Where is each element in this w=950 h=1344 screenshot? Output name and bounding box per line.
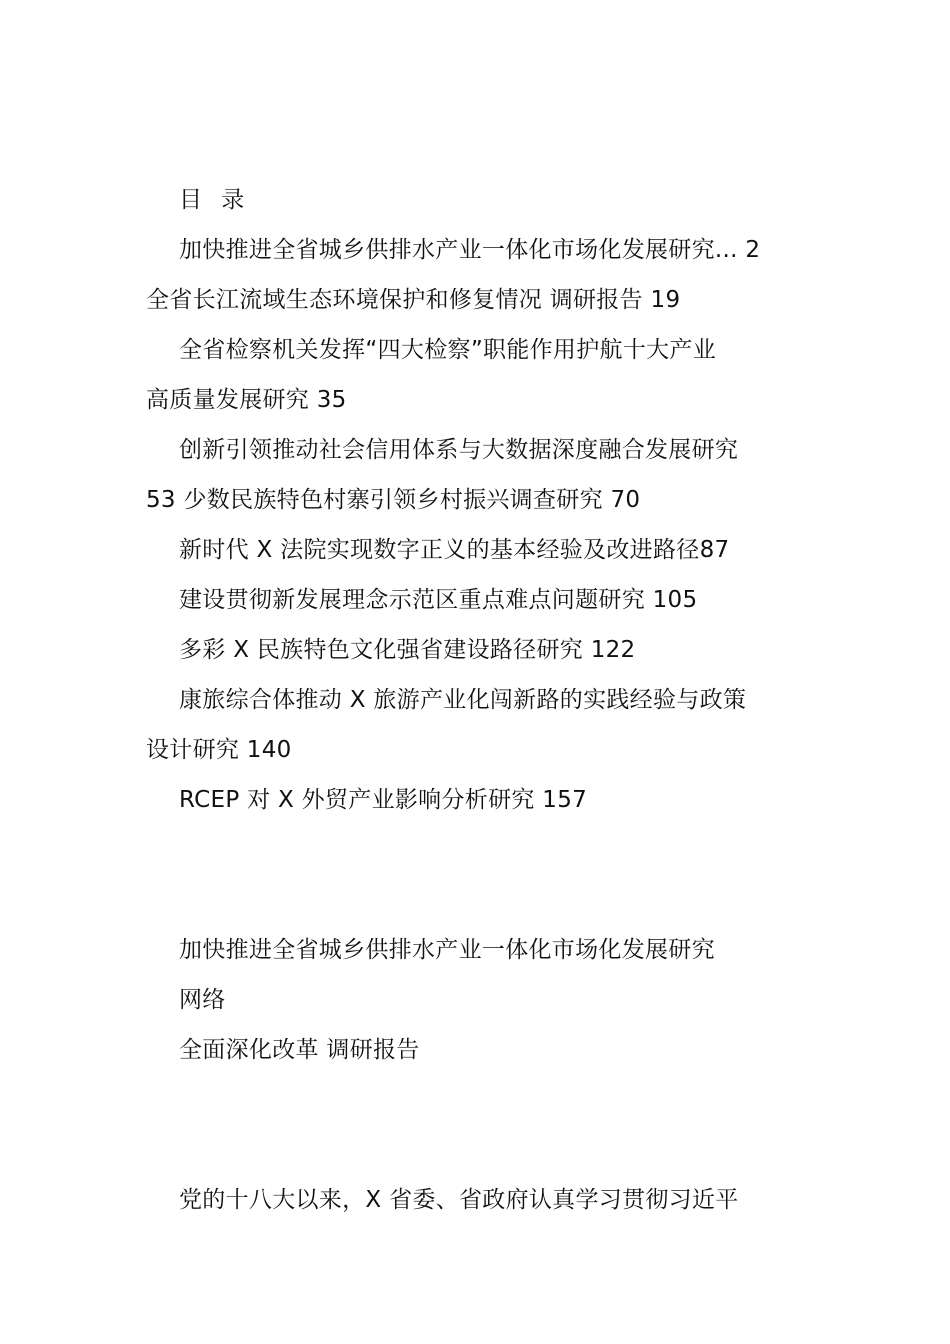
toc-entry: 加快推进全省城乡供排水产业一体化市场化发展研究... 2: [179, 237, 761, 263]
article-category: 全面深化改革 调研报告: [179, 1037, 420, 1063]
toc-entry: 多彩 X 民族特色文化强省建设路径研究 122: [179, 637, 636, 663]
toc-entry-continuation: 设计研究 140: [146, 737, 292, 763]
toc-heading: 目 录: [179, 187, 251, 213]
toc-entry: RCEP 对 X 外贸产业影响分析研究 157: [179, 787, 588, 813]
toc-entry: 创新引领推动社会信用体系与大数据深度融合发展研究: [179, 437, 739, 463]
article-title: 加快推进全省城乡供排水产业一体化市场化发展研究: [179, 937, 715, 963]
toc-entry-continuation: 高质量发展研究 35: [146, 387, 347, 413]
toc-entry: 全省长江流域生态环境保护和修复情况 调研报告 19: [146, 287, 681, 313]
toc-entry-continuation: 53 少数民族特色村寨引领乡村振兴调查研究 70: [146, 487, 641, 513]
article-source: 网络: [179, 987, 226, 1013]
article-body-first-line: 党的十八大以来，X 省委、省政府认真学习贯彻习近平: [179, 1187, 739, 1213]
toc-entry: 新时代 X 法院实现数字正义的基本经验及改进路径87: [179, 537, 730, 563]
toc-entry: 全省检察机关发挥“四大检察”职能作用护航十大产业: [179, 337, 717, 363]
toc-entry: 建设贯彻新发展理念示范区重点难点问题研究 105: [179, 587, 698, 613]
toc-entry: 康旅综合体推动 X 旅游产业化闯新路的实践经验与政策: [179, 687, 747, 713]
